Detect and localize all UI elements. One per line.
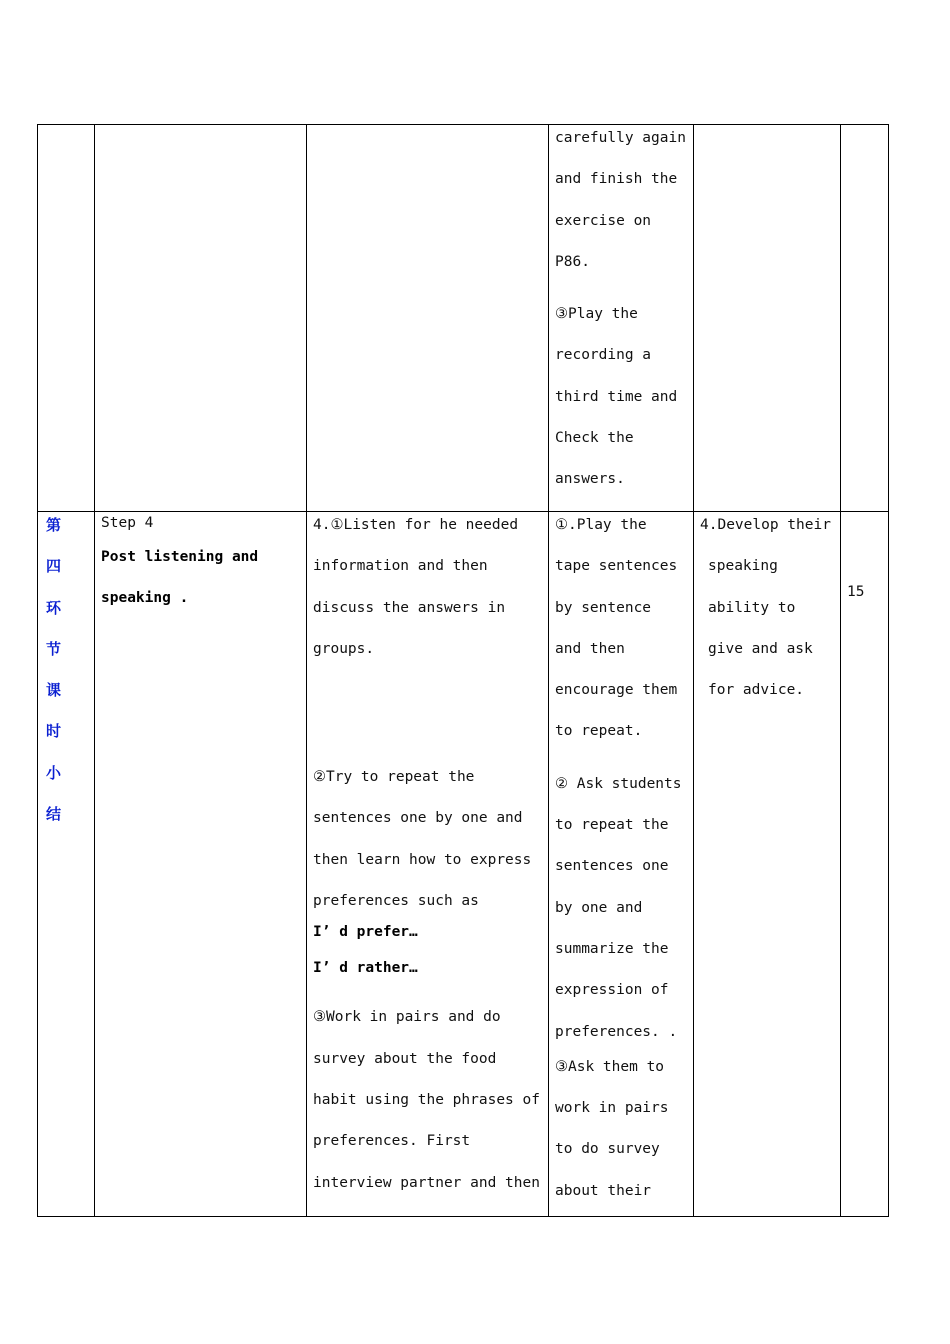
text-line: and finish the	[555, 171, 678, 188]
stage-cell	[38, 125, 95, 512]
text-line: then learn how to express	[313, 851, 532, 868]
text-line: information and then	[313, 558, 488, 575]
text-line: ②Try to repeat the	[313, 769, 475, 786]
teacher-activity-cell	[549, 512, 694, 1217]
text-line: sentences one	[555, 858, 669, 875]
text-line: preferences. .	[555, 1023, 678, 1040]
text-line: ② Ask students	[555, 775, 682, 792]
stage-cell	[38, 512, 95, 1217]
text-line: give and ask	[708, 640, 813, 657]
text-line: and then	[555, 640, 625, 657]
text-line: survey about the food	[313, 1050, 497, 1067]
text-line: tape sentences	[555, 558, 678, 575]
text-line: recording a	[555, 347, 652, 364]
text-line: summarize the	[555, 940, 669, 957]
student-activity-cell	[307, 512, 549, 1217]
text-line: ③Play the	[555, 306, 638, 323]
text-line: sentences one by one and	[313, 810, 523, 827]
text-line: 4.①Listen for he needed	[313, 517, 519, 533]
teacher-activity-cell	[549, 125, 694, 512]
step-subtitle: speaking .	[101, 590, 189, 606]
student-activity-cell	[307, 125, 549, 512]
table-row	[38, 512, 889, 1217]
phrase-example: I’ d rather…	[313, 960, 418, 977]
text-line: to repeat.	[555, 723, 643, 740]
minutes-value: 15	[847, 584, 865, 600]
stage-label: 环节	[46, 598, 70, 658]
text-line: P86.	[555, 253, 590, 270]
text-line: ①.Play the	[555, 517, 647, 533]
text-line: discuss the answers in	[313, 599, 506, 616]
minutes-cell	[841, 512, 889, 1217]
phrase-example: I’ d prefer…	[313, 924, 418, 941]
text-line: habit using the phrases of	[313, 1091, 540, 1108]
step-cell	[95, 125, 307, 512]
step-cell	[95, 512, 307, 1217]
text-line: ③Ask them to	[555, 1058, 665, 1075]
text-line: to repeat the	[555, 817, 669, 834]
stage-label: 课时	[46, 681, 70, 741]
text-line: 4.Develop their	[700, 517, 831, 533]
lesson-plan-table	[37, 124, 889, 1217]
text-line: for advice.	[708, 682, 805, 699]
stage-label: 第四	[46, 516, 70, 576]
text-line: by sentence	[555, 599, 652, 616]
text-line: groups.	[313, 640, 375, 657]
text-line: Check the	[555, 430, 634, 447]
text-line: answers.	[555, 471, 625, 488]
text-line: work in pairs	[555, 1100, 669, 1117]
step-title: Step 4	[101, 515, 154, 531]
minutes-cell	[841, 125, 889, 512]
step-subtitle: Post listening and	[101, 549, 259, 565]
text-line: by one and	[555, 899, 643, 916]
table-row	[38, 125, 889, 512]
text-line: carefully again	[555, 130, 686, 146]
text-line: about their	[555, 1182, 652, 1199]
text-line: third time and	[555, 388, 678, 405]
text-line: ability to	[708, 599, 796, 616]
purpose-cell	[694, 125, 841, 512]
text-line: ③Work in pairs and do	[313, 1009, 501, 1026]
text-line: to do survey	[555, 1141, 660, 1158]
stage-label: 小结	[46, 763, 70, 824]
text-line: preferences. First	[313, 1133, 471, 1150]
text-line: expression of	[555, 982, 669, 999]
text-line: interview partner and then	[313, 1174, 540, 1191]
text-line: encourage them	[555, 682, 678, 699]
text-line: speaking	[708, 558, 778, 575]
text-line: exercise on	[555, 212, 652, 229]
purpose-cell	[694, 512, 841, 1217]
text-line: preferences such as	[313, 893, 479, 910]
